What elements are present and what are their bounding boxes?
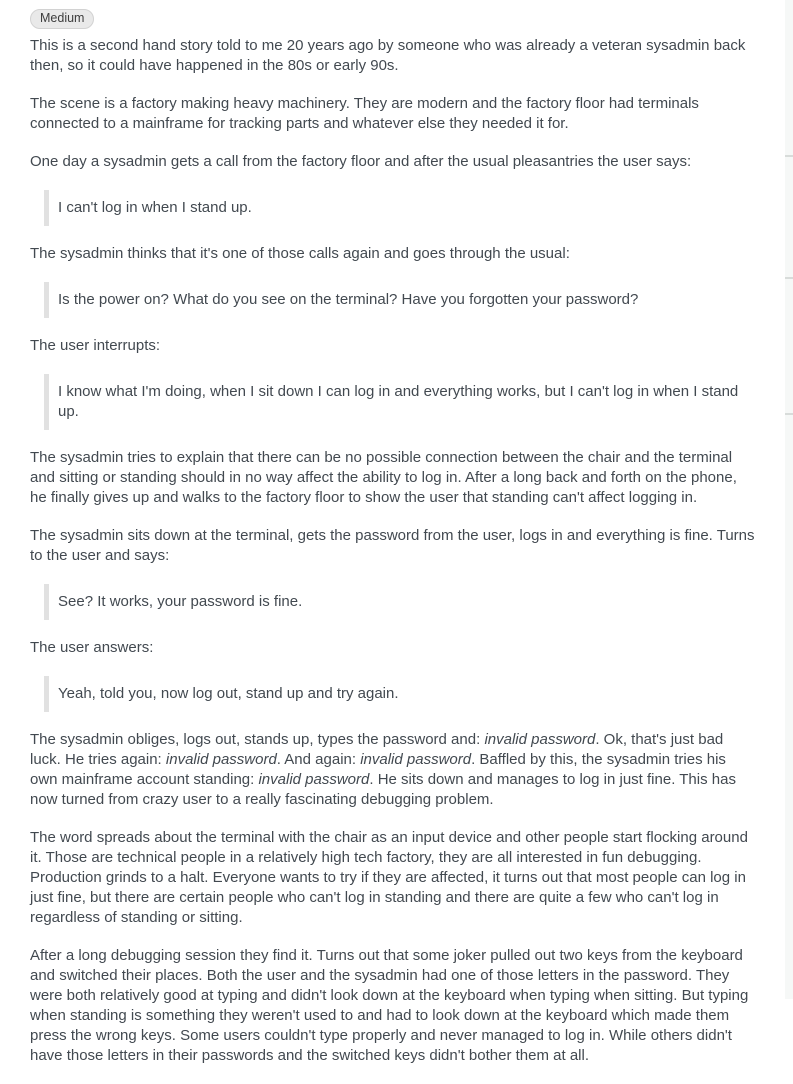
text-segment: This is a second hand story told to me 20 years ago by someone who was already a veteran sysadmin back then, so it could have happened in the 80s or early 90s. (30, 37, 746, 74)
text-segment: The sysadmin sits down at the terminal, gets the password from the user, logs in and everything is fine. Turns to the user and says: (30, 527, 755, 564)
paragraph (30, 828, 755, 928)
paragraph (30, 336, 755, 356)
right-rail-divider (785, 413, 793, 415)
paragraph (30, 730, 755, 810)
text-segment: The word spreads about the terminal with the chair as an input device and other people start flocking around it. Those are technical people in a relatively high tech factory, they are all interested in fun debugging. Production grinds to a halt. Everyone wants to try if they are affected, it turns out that most people can log in just fine, but there are certain people who can't log in standing and there are quite a few who can't log in regardless of standing or sitting. (30, 829, 748, 926)
text-segment: Yeah, told you, now log out, stand up and try again. (58, 685, 399, 702)
blockquote (44, 676, 755, 712)
text-segment: See? It works, your password is fine. (58, 593, 303, 610)
paragraph (30, 946, 755, 1066)
text-segment: The sysadmin tries to explain that there can be no possible connection between the chair and the terminal and sitting or standing should in no way affect the ability to log in. After a long back and forth on the phone, he finally gives up and walks to the factory floor to show the user that standing can't affect logging in. (30, 449, 737, 506)
text-segment: The scene is a factory making heavy machinery. They are modern and the factory floor had terminals connected to a mainframe for tracking parts and whatever else they needed it for. (30, 95, 699, 132)
paragraph (30, 152, 755, 172)
paragraph (30, 36, 755, 76)
blockquote (44, 190, 755, 226)
blockquote (44, 374, 755, 430)
blockquote (44, 282, 755, 318)
paragraph (30, 638, 755, 658)
text-segment: After a long debugging session they find it. Turns out that some joker pulled out two keys from the keyboard and switched their places. Both the user and the sysadmin had one of those letters in the password. They were both relatively good at typing and didn't look down at the keyboard when typing when sitting. But typing when standing is something they weren't used to and had to look down at the keyboard which made them press the wrong keys. Some users couldn't type properly and never managed to log in. While others didn't have those letters in their passwords and the switched keys didn't bother them at all. (30, 947, 749, 1064)
blockquote (44, 584, 755, 620)
right-rail-divider (785, 155, 793, 157)
text-segment: . Baffled by this, the sysadmin tries his own mainframe account standing: (30, 751, 726, 788)
text-segment: The user interrupts: (30, 337, 161, 354)
story-blocks (30, 36, 755, 1066)
text-segment: I know what I'm doing, when I sit down I can log in and everything works, but I can't log in when I stand up. (58, 383, 739, 420)
difficulty-badge: Medium (30, 9, 94, 29)
italic-text-segment: invalid password (165, 751, 277, 768)
text-segment: The sysadmin obliges, logs out, stands up, types the password and: (30, 731, 485, 748)
text-segment: One day a sysadmin gets a call from the factory floor and after the usual pleasantries the user says: (30, 153, 692, 170)
right-rail (785, 0, 793, 999)
paragraph (30, 448, 755, 508)
italic-text-segment: invalid password (258, 771, 370, 788)
italic-text-segment: invalid password (484, 731, 596, 748)
text-segment: Is the power on? What do you see on the terminal? Have you forgotten your password? (58, 291, 639, 308)
text-segment: I can't log in when I stand up. (58, 199, 252, 216)
badge-row (30, 9, 755, 29)
text-segment: . And again: (276, 751, 361, 768)
text-segment: The sysadmin thinks that it's one of those calls again and goes through the usual: (30, 245, 570, 262)
text-segment: The user answers: (30, 639, 154, 656)
paragraph (30, 526, 755, 566)
text-segment: . Ok, that's just bad luck. He tries again: (30, 731, 724, 768)
italic-text-segment: invalid password (360, 751, 472, 768)
right-rail-divider (785, 277, 793, 279)
text-segment: . He sits down and manages to log in just fine. This has now turned from crazy user to a really fascinating debugging problem. (30, 771, 736, 808)
paragraph (30, 94, 755, 134)
paragraph (30, 244, 755, 264)
